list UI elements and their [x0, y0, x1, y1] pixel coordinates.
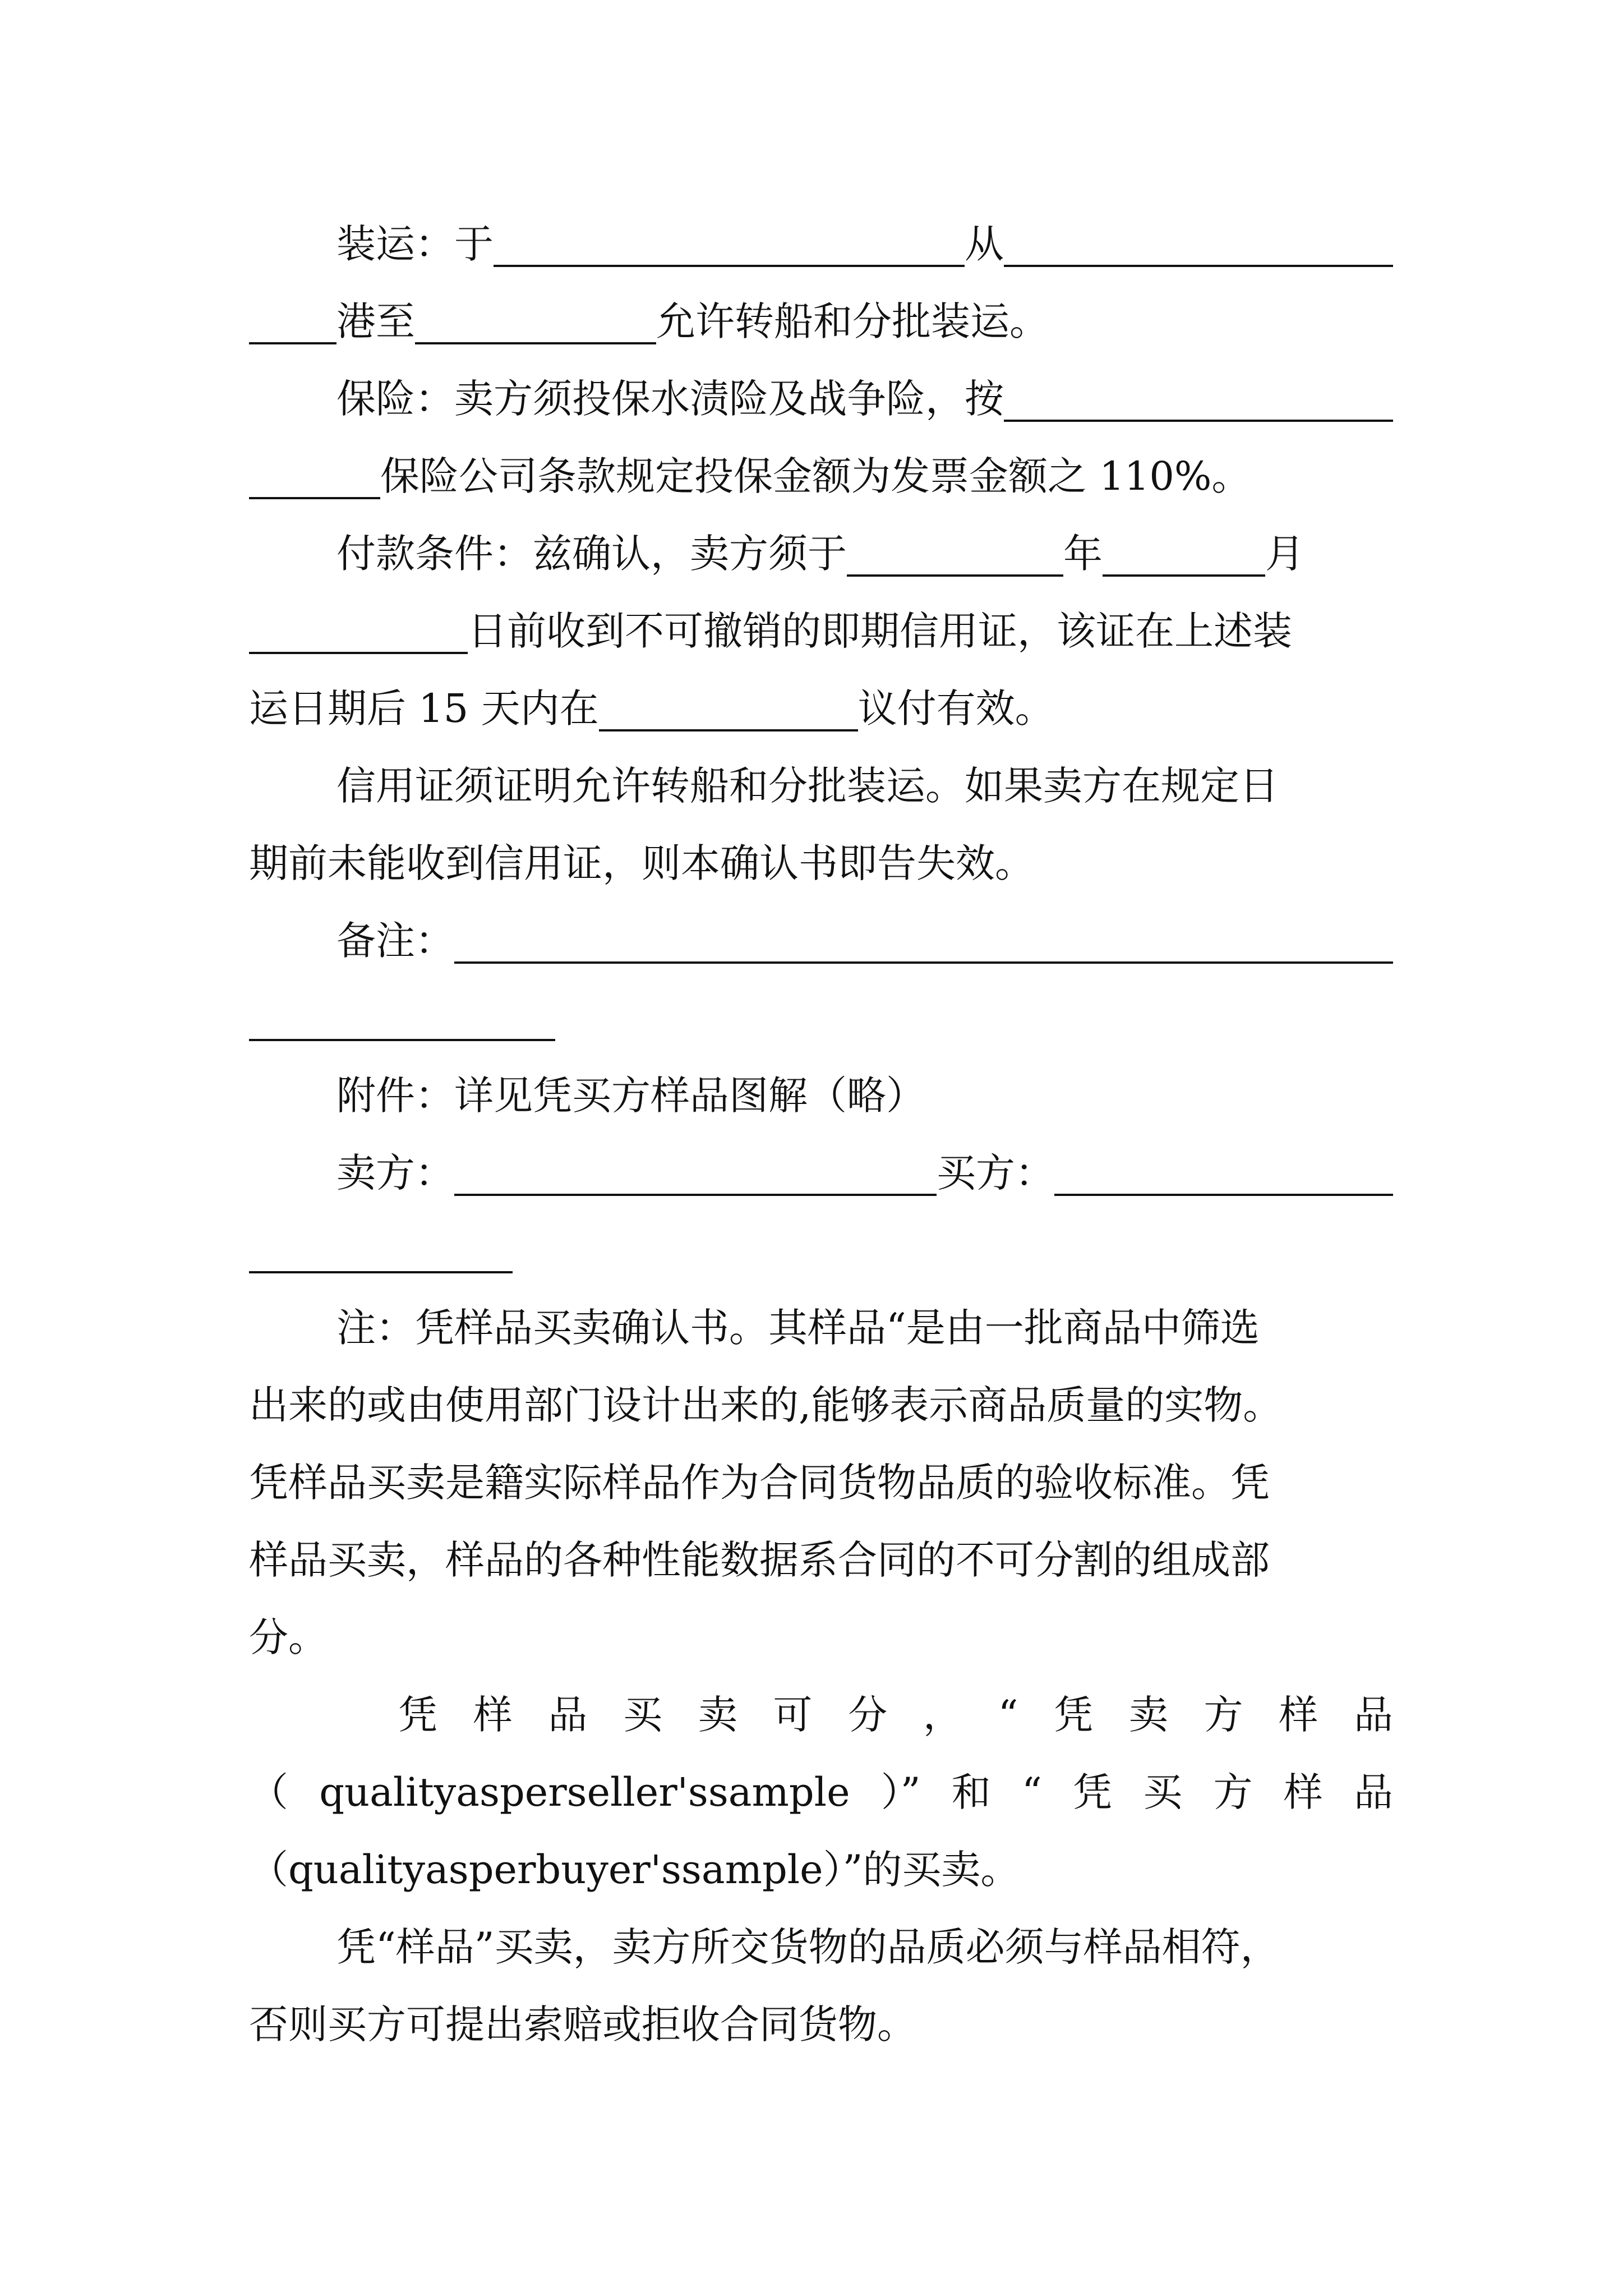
attachment-line — [249, 1059, 1393, 1119]
types-line-2 — [249, 1756, 1393, 1815]
payment-place-blank[interactable] — [599, 687, 858, 731]
note-line-5 — [249, 1601, 1393, 1660]
insurance-company-blank[interactable] — [1004, 377, 1393, 422]
buyer-signature-blank-2[interactable] — [249, 1228, 513, 1273]
note-text-1: 注：凭样品买卖确认书。其样品“是由一批商品中筛选 — [336, 1305, 1260, 1351]
payment-year-blank[interactable] — [847, 532, 1063, 577]
insurance-text-1: 保险：卖方须投保水渍险及战争险，按 — [336, 376, 1004, 422]
note-text-3: 凭样品买卖是籍实际样品作为合同货物品质的验收标准。凭 — [249, 1460, 1270, 1506]
types-word: 可 — [773, 1692, 813, 1738]
types-word: 买 — [623, 1692, 663, 1738]
lc-line-2 — [249, 827, 1393, 886]
payment-line-3 — [249, 672, 1393, 731]
seller-signature-blank[interactable] — [454, 1151, 937, 1196]
conclusion-text-1: 凭“样品”买卖，卖方所交货物的品质必须与样品相符， — [336, 1924, 1280, 1970]
lc-line-1 — [249, 749, 1393, 809]
types-word: qualityasperseller'ssample — [319, 1769, 850, 1815]
types-word: 品 — [548, 1692, 588, 1738]
seller-label: 卖方： — [336, 1150, 454, 1196]
remarks-blank[interactable] — [454, 919, 1393, 964]
remarks-blank-2[interactable] — [249, 996, 555, 1041]
shipment-label: 装运：于 — [336, 221, 494, 267]
shipment-tail: 允许转船和分批装运。 — [656, 298, 1049, 344]
note-text-2: 出来的或由使用部门设计出来的,能够表示商品质量的实物。 — [249, 1382, 1283, 1428]
note-line-4 — [249, 1524, 1393, 1583]
conclusion-line-1 — [249, 1911, 1393, 1970]
shipment-line-1 — [249, 208, 1393, 267]
types-word: （ — [249, 1769, 288, 1815]
payment-text-2: 日前收到不可撤销的即期信用证，该证在上述装 — [468, 608, 1292, 654]
types-word: 方 — [1204, 1692, 1243, 1738]
insurance-line-2 — [249, 440, 1393, 499]
types-word: 凭 — [1073, 1769, 1113, 1815]
shipment-date-blank[interactable] — [494, 222, 965, 267]
shipment-line-2 — [249, 285, 1393, 344]
types-word: 方 — [1213, 1769, 1253, 1815]
payment-line-1 — [249, 517, 1393, 577]
payment-text-3b: 议付有效。 — [857, 685, 1054, 731]
shipment-port-to: 港至 — [336, 298, 415, 344]
types-word: 品 — [1353, 1692, 1393, 1738]
buyer-signature-blank[interactable] — [1054, 1151, 1393, 1196]
note-line-1 — [249, 1291, 1393, 1351]
payment-day-blank[interactable] — [249, 609, 468, 654]
types-word: 样 — [1283, 1769, 1323, 1815]
types-word: 和 — [951, 1769, 991, 1815]
insurance-text-2: 保险公司条款规定投保金额为发票金额之 110%。 — [380, 453, 1251, 499]
types-word: ）” — [880, 1769, 921, 1815]
lc-text-1: 信用证须证明允许转船和分批装运。如果卖方在规定日 — [336, 763, 1279, 809]
types-word: 品 — [1353, 1769, 1393, 1815]
types-word: 卖 — [698, 1692, 737, 1738]
signature-line — [249, 1137, 1393, 1196]
types-word: 样 — [1279, 1692, 1318, 1738]
conclusion-line-2 — [249, 1988, 1393, 2047]
insurance-line-1 — [249, 362, 1393, 422]
types-line-1 — [398, 1678, 1393, 1738]
types-word: 分 — [848, 1692, 888, 1738]
attachment-text: 附件：详见凭买方样品图解（略） — [336, 1073, 925, 1119]
payment-text-3a: 运日期后 15 天内在 — [249, 685, 599, 731]
shipment-port-blank[interactable] — [249, 300, 336, 344]
shipment-from-port-blank[interactable] — [1004, 222, 1393, 267]
payment-month-blank[interactable] — [1103, 532, 1265, 577]
payment-line-2 — [249, 595, 1393, 654]
note-text-5: 分。 — [249, 1614, 328, 1660]
types-word: “ — [998, 1692, 1018, 1738]
remarks-line-2 — [249, 982, 1393, 1038]
note-line-2 — [249, 1369, 1393, 1428]
note-text-4: 样品买卖，样品的各种性能数据系合同的不可分割的组成部 — [249, 1537, 1270, 1583]
payment-month: 月 — [1265, 531, 1304, 577]
types-line-3 — [249, 1833, 1393, 1893]
shipment-destination-blank[interactable] — [415, 300, 656, 344]
remarks-line — [249, 904, 1393, 964]
types-word: 卖 — [1128, 1692, 1168, 1738]
types-word: 凭 — [398, 1692, 437, 1738]
types-word: 样 — [473, 1692, 513, 1738]
types-word: ， — [923, 1692, 962, 1738]
insurance-company-blank-2[interactable] — [249, 454, 380, 499]
note-line-3 — [249, 1446, 1393, 1506]
types-text-3: （qualityasperbuyer'ssample）”的买卖。 — [249, 1847, 1020, 1893]
payment-year: 年 — [1063, 531, 1103, 577]
types-word: 凭 — [1054, 1692, 1094, 1738]
signature-line-2 — [249, 1214, 1393, 1270]
payment-text-1: 付款条件：兹确认，卖方须于 — [336, 531, 847, 577]
remarks-label: 备注： — [336, 918, 454, 964]
lc-text-2: 期前未能收到信用证，则本确认书即告失效。 — [249, 840, 1034, 886]
buyer-label: 买方： — [937, 1150, 1054, 1196]
conclusion-text-2: 否则买方可提出索赔或拒收合同货物。 — [249, 2001, 916, 2047]
types-word: 买 — [1143, 1769, 1183, 1815]
types-word: “ — [1022, 1769, 1042, 1815]
shipment-from: 从 — [965, 221, 1004, 267]
